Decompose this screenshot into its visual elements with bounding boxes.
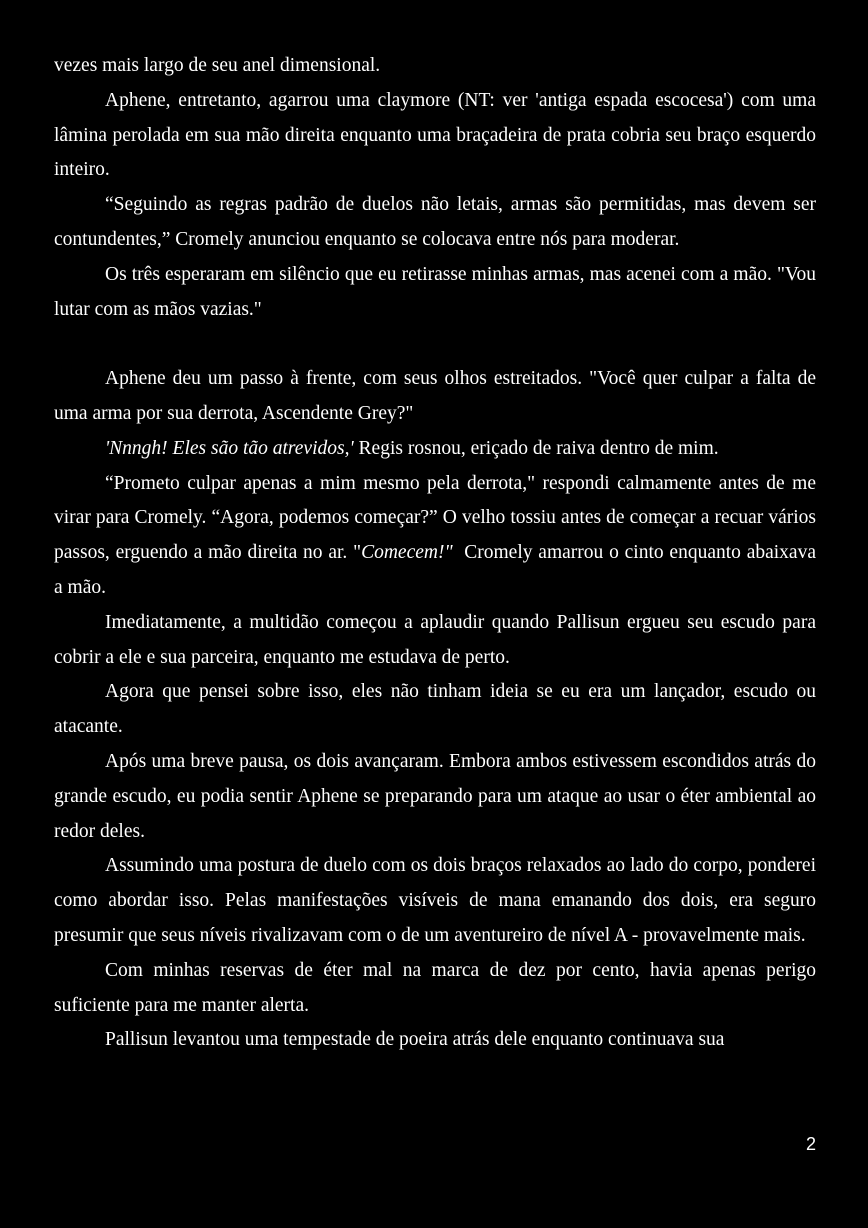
italic-text: 'Nnngh! Eles são tão atrevidos,': [105, 437, 354, 459]
paragraph-aphene-claymore: [54, 84, 816, 188]
paragraph-no-idea: [54, 675, 816, 745]
paragraph-text: vezes mais largo de seu anel dimensional.: [54, 55, 381, 76]
paragraph-duel-start: [54, 467, 821, 606]
paragraph-continuation: [54, 49, 816, 84]
paragraph-text: Pallisun levantou uma tempestade de poeira atrás dele enquanto continuava sua: [105, 1029, 725, 1051]
page-number: 2: [805, 1134, 816, 1154]
paragraph-text: Assumindo uma postura de duelo com os dois braços relaxados ao lado do corpo, ponderei como abordar isso. Pelas manifestações visíveis de mana emanando dos dois, era seguro presumir que seus níveis rivalizavam com o de um aventureiro de nível A - provavelmente mais.: [54, 855, 816, 946]
paragraph-text: Aphene deu um passo à frente, com seus olhos estreitados. "Você quer culpar a falta de uma arma por sua derrota, Ascendente Grey?": [54, 368, 816, 424]
paragraph-reserves: [54, 954, 816, 1024]
paragraph-text: Cromely amarrou o cinto enquanto abaixava a mão.: [54, 542, 821, 598]
paragraph-text: Aphene, entretanto, agarrou uma claymore (NT: ver 'antiga espada escocesa') com uma lâmina perolada em sua mão direita enquanto uma braçadeira de prata cobria seu braço esquerdo inteiro.: [54, 89, 816, 181]
paragraph-text: Imediatamente, a multidão começou a aplaudir quando Pallisun ergueu seu escudo para cobrir a ele e sua parceira, enquanto me estudava de perto.: [54, 611, 816, 668]
paragraph-text: Agora que pensei sobre isso, eles não tinham ideia se eu era um lançador, escudo ou atacante.: [54, 681, 816, 738]
paragraph-text: Após uma breve pausa, os dois avançaram. Embora ambos estivessem escondidos atrás do grande escudo, eu podia sentir Aphene se preparando para um ataque ao usar o éter ambiental ao redor deles.: [54, 750, 816, 842]
paragraph-stance: [54, 849, 816, 953]
paragraph-text: Regis rosnou, eriçado de raiva dentro de mim.: [353, 437, 719, 459]
paragraph-advance: [54, 745, 816, 849]
paragraph-duel-rules: [54, 188, 816, 258]
italic-text: Comecem!": [361, 542, 453, 564]
paragraph-text: “Seguindo as regras padrão de duelos não letais, armas são permitidas, mas devem ser contundentes,” Cromely anunciou enquanto se colocava entre nós para moderar.: [54, 194, 816, 250]
paragraph-gap: [54, 327, 816, 362]
document-page: [54, 49, 821, 1058]
paragraph-aphene-step: [54, 362, 816, 432]
paragraph-crowd-applause: [54, 606, 816, 676]
paragraph-dust-storm: [54, 1023, 816, 1058]
paragraph-empty-hands: [54, 258, 816, 328]
paragraph-text: Os três esperaram em silêncio que eu retirasse minhas armas, mas acenei com a mão. "Vou lutar com as mãos vazias.": [54, 263, 816, 320]
paragraph-regis-growl: [54, 432, 816, 467]
paragraph-text: “Prometo culpar apenas a mim mesmo pela derrota," respondi calmamente antes de me virar para Cromely. “Agora, podemos começar?” O velho tossiu antes de começar a recuar vários passos, erguendo a mão direita no ar. ": [54, 472, 816, 564]
paragraph-text: Com minhas reservas de éter mal na marca de dez por cento, havia apenas perigo suficiente para me manter alerta.: [54, 959, 816, 1016]
